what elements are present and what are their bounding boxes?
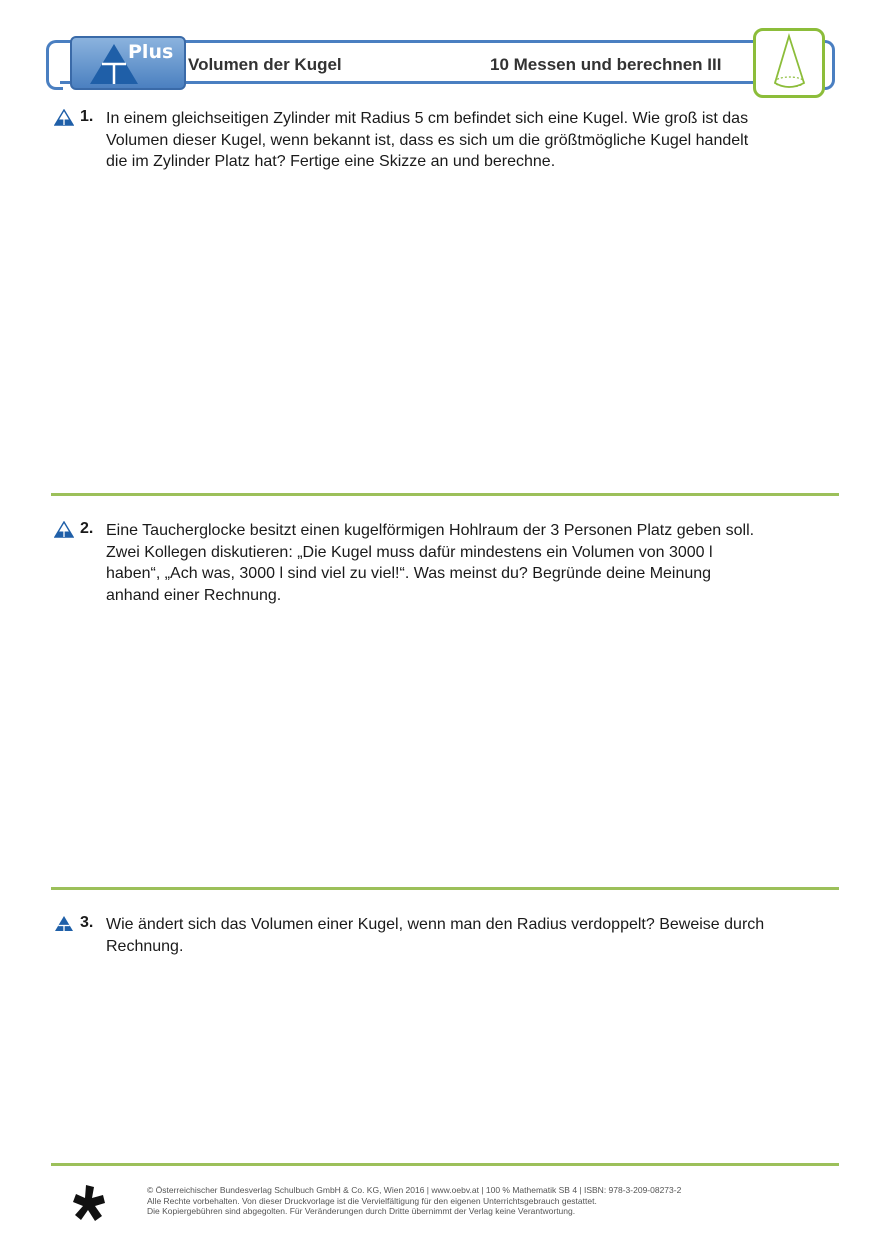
page-title: Volumen der Kugel [188, 55, 342, 74]
task-text: In einem gleichseitigen Zylinder mit Radius 5 cm befindet sich eine Kugel. Wie groß ist das Volumen dieser Kugel, wenn bekannt ist, dass es sich um die größtmögliche Kugel handelt die im Zylinder Platz hat? Fertige eine Skizze an und berechne. [106, 110, 749, 170]
task-text: Wie ändert sich das Volumen einer Kugel, wenn man den Radius verdoppelt? Beweise durch Rechnung. [106, 916, 765, 955]
difficulty-triangle-icon [54, 109, 74, 126]
section-divider [51, 887, 839, 890]
plus-badge-label: Plus [128, 41, 174, 63]
task-number: 2. [80, 520, 94, 537]
footer-divider [51, 1163, 839, 1166]
difficulty-triangle-icon [54, 521, 74, 538]
plus-badge [70, 36, 186, 90]
cone-illustration [753, 28, 825, 98]
footer-copyright [147, 1185, 681, 1217]
task-text: Eine Taucherglocke besitzt einen kugelförmigen Hohlraum der 3 Personen Platz geben soll. Zwei Kollegen diskutieren: „Die Kugel muss dafür mindestens ein Volumen von 3000 l haben“, „Ach was, 3000 l sind viel zu viel!“. Was meinst du? Begründe deine Meinung anhand einer Rechnung. [106, 522, 755, 604]
difficulty-triangle-filled-icon [54, 915, 74, 932]
footer-line-1: © Österreichischer Bundesverlag Schulbuch GmbH & Co. KG, Wien 2016 | www.oebv.at | 100 % Mathematik SB 4 | ISBN: 978-3-209-08273-2 [147, 1185, 682, 1195]
footer-line-3: Die Kopiergebühren sind abgegolten. Für Veränderungen durch Dritte übernimmt der Verlag keine Verantwortung. [147, 1206, 576, 1216]
publisher-logo-icon [72, 1183, 108, 1223]
task-number: 3. [80, 914, 94, 931]
cone-icon [756, 31, 822, 95]
section-divider [51, 493, 839, 496]
footer-line-2: Alle Rechte vorbehalten. Von dieser Druckvorlage ist die Vervielfältigung für den eigenen Unterrichtsgebrauch gestattet. [147, 1195, 597, 1206]
task-number: 1. [80, 108, 94, 125]
page-header [44, 28, 840, 98]
chapter-title: 10 Messen und berechnen III [490, 55, 722, 74]
